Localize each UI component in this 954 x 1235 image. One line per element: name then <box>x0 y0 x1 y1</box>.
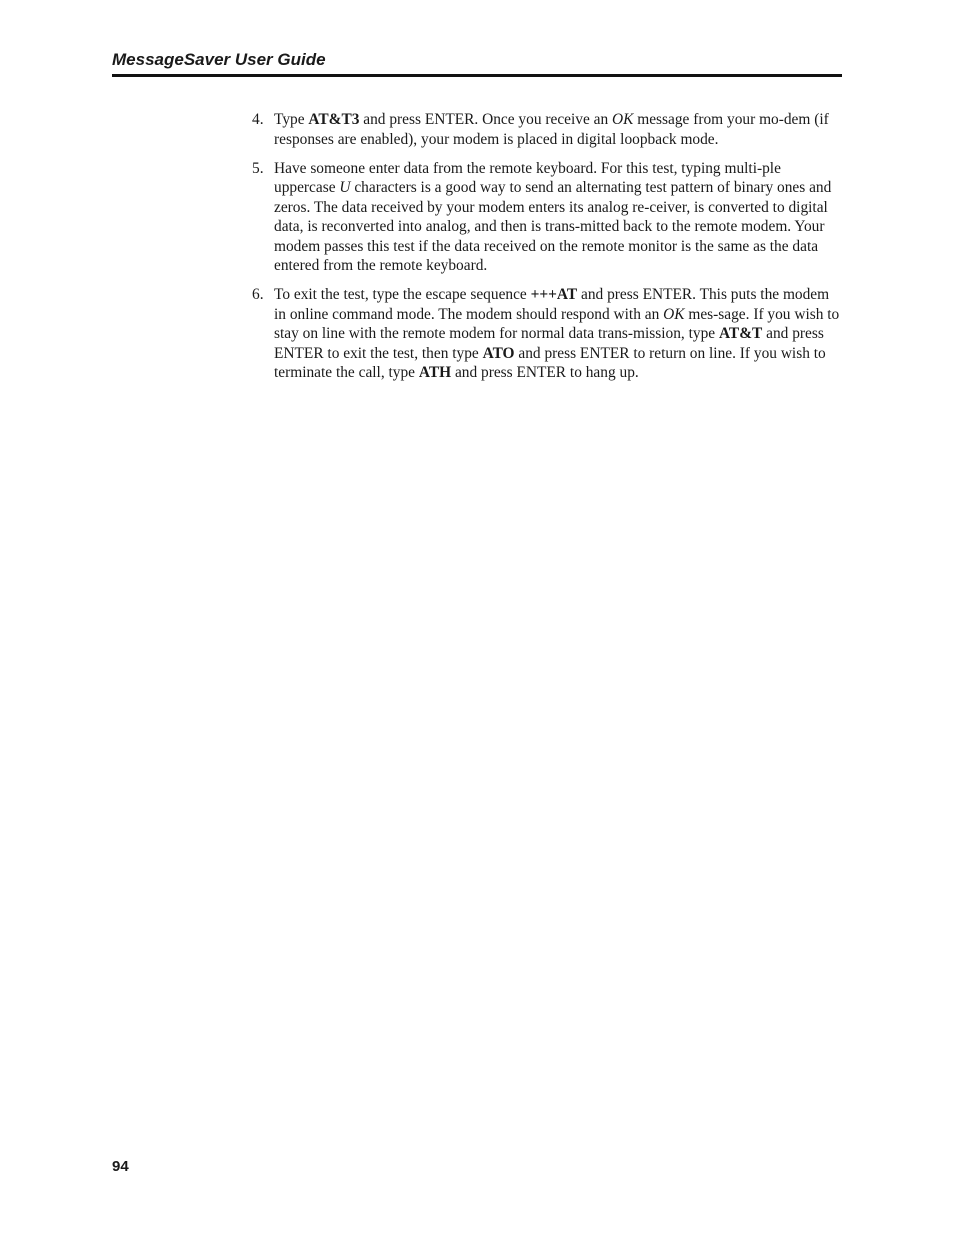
command-text: ATO <box>482 344 515 362</box>
emphasis-text: OK <box>612 111 634 128</box>
command-text: AT&T <box>718 325 763 342</box>
body-text: characters is a good way to send an alternating test pattern of binary ones and zeros. The data received by your modem enters its analog re-ceiver, is converted to digital data, is reconverted into analog, and then is trans-mitted back to the remote modem. Your modem passes this test if the data received on the remote monitor is the same as the data entered from the remote keyboard. <box>274 179 832 274</box>
body-text: message from your mo-dem (if responses are enabled), your modem is placed in digital loopback mode. <box>274 111 829 148</box>
body-text: To exit the test, type the escape sequence <box>274 286 531 303</box>
body-text: and press ENTER. This puts the modem in online command mode. The modem should respond with an <box>274 286 830 323</box>
body-text: Type <box>274 111 309 128</box>
step-item <box>252 159 842 276</box>
step-number: 4. <box>252 111 264 128</box>
step-text <box>274 286 839 381</box>
header-title: MessageSaver User Guide <box>112 50 326 69</box>
body-text: and press ENTER. Once you receive an <box>359 111 613 128</box>
body-text: mes-sage. If you wish to stay on line with the remote modem for normal data trans-mission, type <box>274 305 840 342</box>
body-text: and press ENTER to hang up. <box>451 364 639 381</box>
instruction-steps <box>252 110 842 392</box>
command-text: AT&T3 <box>308 111 360 128</box>
step-item <box>252 285 842 383</box>
step-number: 5. <box>252 159 264 177</box>
emphasis-text: OK <box>663 305 685 323</box>
header-rule <box>112 74 842 77</box>
body-text: and press ENTER to exit the test, then type <box>274 325 824 362</box>
body-text: Have someone enter data from the remote keyboard. For this test, typing multi-ple uppercase <box>274 159 781 196</box>
command-text: ATH <box>418 364 452 381</box>
step-number: 6. <box>252 286 264 303</box>
running-header <box>112 50 842 77</box>
step-text <box>274 160 831 275</box>
body-text: and press ENTER to return on line. If you wish to terminate the call, type <box>274 344 826 381</box>
emphasis-text: U <box>339 179 351 196</box>
step-item <box>252 110 842 149</box>
page-number: 94 <box>112 1158 129 1175</box>
step-text <box>274 111 829 148</box>
command-text: +++AT <box>530 286 578 303</box>
